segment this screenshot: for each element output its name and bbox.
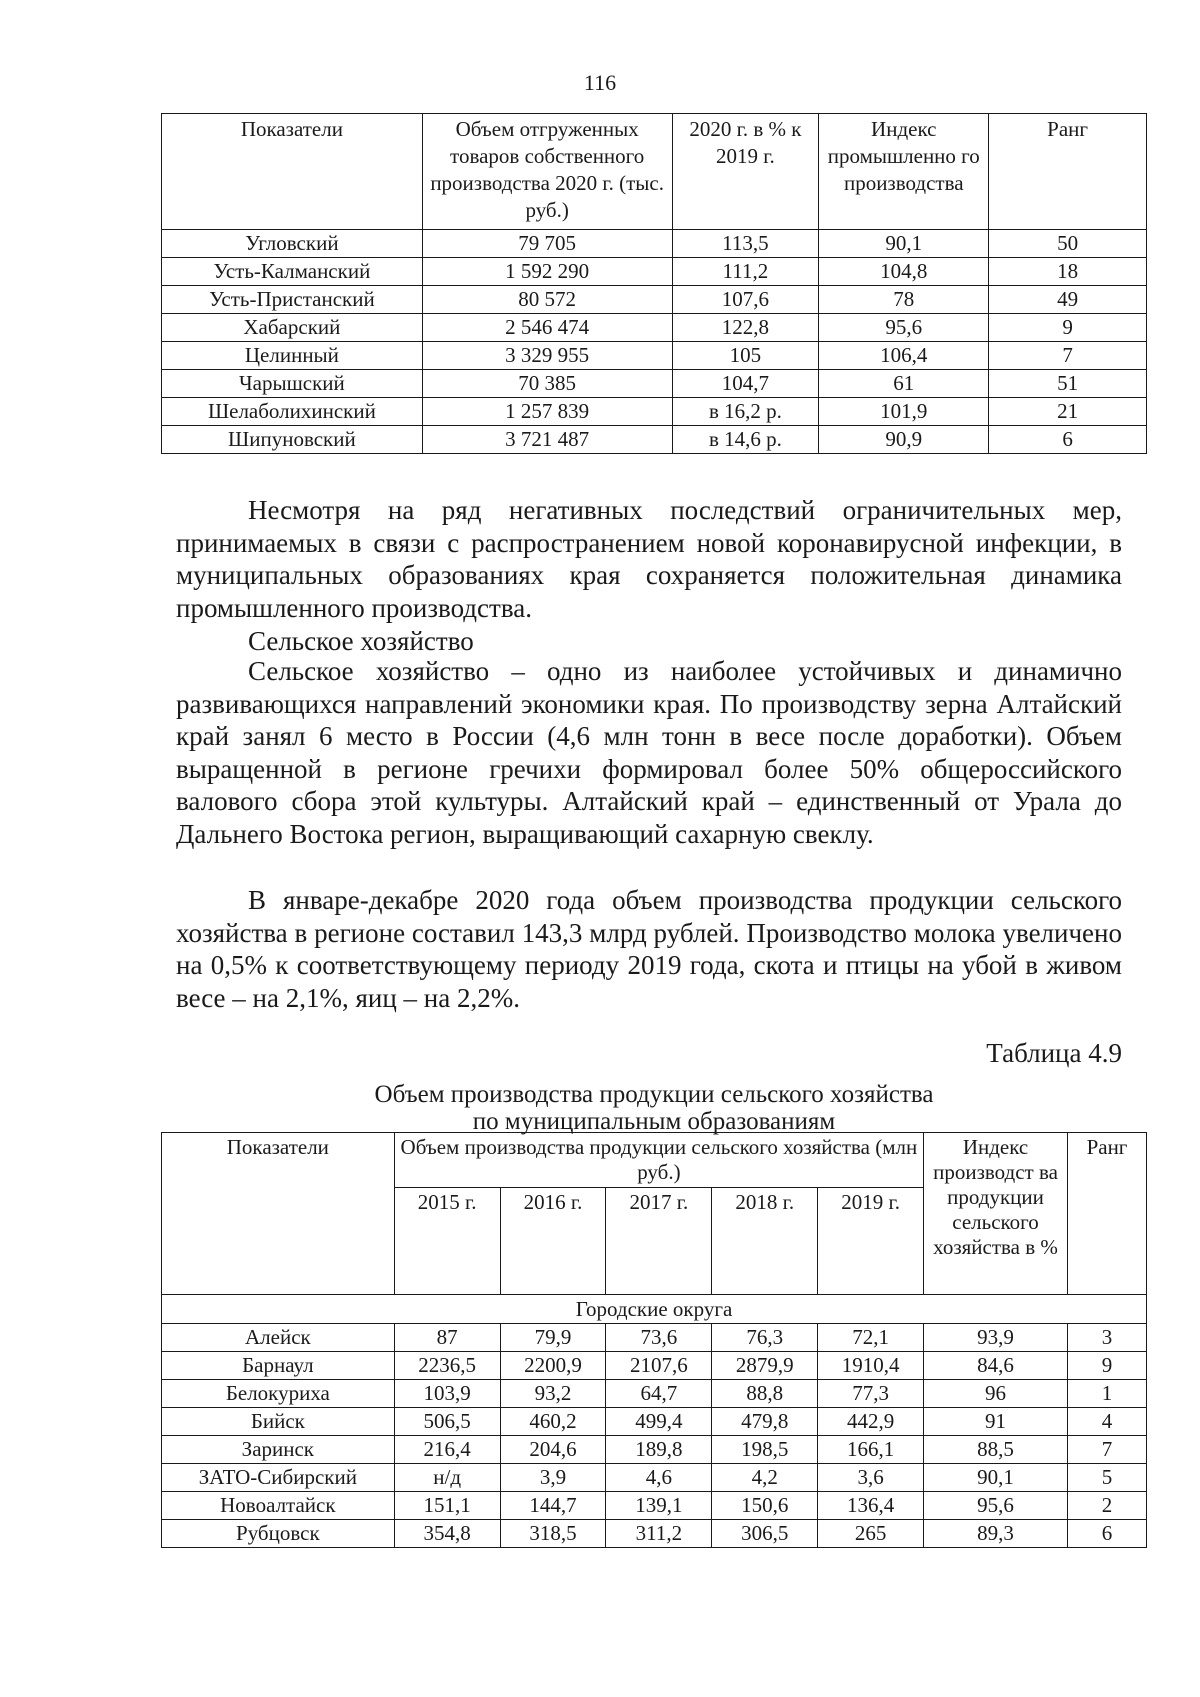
table-title-line-1: Объем производства продукции сельского хозяйства (374, 1081, 934, 1108)
value-cell: 5 (1067, 1464, 1146, 1492)
value-cell: 64,7 (606, 1380, 712, 1408)
header-year-2015: 2015 г. (394, 1188, 500, 1295)
value-cell: 76,3 (712, 1324, 818, 1352)
value-cell: 4,6 (606, 1464, 712, 1492)
value-cell: 49 (989, 286, 1147, 314)
value-cell: 2 (1067, 1492, 1146, 1520)
header-indicators: Показатели (162, 114, 423, 230)
row-label-cell: Чарышский (162, 370, 423, 398)
table-title-line-2: по муниципальным образованиям (472, 1108, 836, 1135)
value-cell: 442,9 (818, 1408, 924, 1436)
table-row (162, 1324, 1147, 1352)
value-cell: 18 (989, 258, 1147, 286)
value-cell: 1 (1067, 1380, 1146, 1408)
header-indicators: Показатели (162, 1133, 395, 1295)
value-cell: 144,7 (500, 1492, 606, 1520)
value-cell: 9 (989, 314, 1147, 342)
value-cell: 77,3 (818, 1380, 924, 1408)
value-cell: 104,8 (819, 258, 989, 286)
value-cell: н/д (394, 1464, 500, 1492)
row-label-cell: Угловский (162, 230, 423, 258)
value-cell: 90,9 (819, 426, 989, 454)
value-cell: 89,3 (924, 1520, 1068, 1548)
row-label-cell: ЗАТО-Сибирский (162, 1464, 395, 1492)
value-cell: 79,9 (500, 1324, 606, 1352)
value-cell: 111,2 (672, 258, 819, 286)
section-heading-agriculture: Сельское хозяйство (248, 626, 474, 656)
row-label-cell: Хабарский (162, 314, 423, 342)
header-percent-2019: 2020 г. в % к 2019 г. (672, 114, 819, 230)
value-cell: 1 257 839 (422, 398, 672, 426)
value-cell: 265 (818, 1520, 924, 1548)
value-cell: 3,9 (500, 1464, 606, 1492)
value-cell: 101,9 (819, 398, 989, 426)
value-cell: 79 705 (422, 230, 672, 258)
value-cell: 95,6 (924, 1492, 1068, 1520)
value-cell: 95,6 (819, 314, 989, 342)
value-cell: в 14,6 р. (672, 426, 819, 454)
table-row (162, 426, 1147, 454)
header-rank: Ранг (1067, 1133, 1146, 1295)
value-cell: 2 546 474 (422, 314, 672, 342)
table-row (162, 1492, 1147, 1520)
value-cell: 122,8 (672, 314, 819, 342)
paragraph-agriculture-volume: В январе-декабре 2020 года объем производства продукции сельского хозяйства в регионе составил 143,3 млрд рублей. Производство молока увеличено на 0,5% к соответствующему периоду 2019 года, скота и птицы на убой в живом весе – на 2,1%, яиц – на 2,2%. (176, 885, 1122, 1013)
value-cell: 113,5 (672, 230, 819, 258)
value-cell: 479,8 (712, 1408, 818, 1436)
table-header-row (162, 114, 1147, 230)
value-cell: 91 (924, 1408, 1068, 1436)
value-cell: 6 (1067, 1520, 1146, 1548)
value-cell: 88,5 (924, 1436, 1068, 1464)
table-row (162, 1380, 1147, 1408)
value-cell: 78 (819, 286, 989, 314)
value-cell: в 16,2 р. (672, 398, 819, 426)
row-label-cell: Рубцовск (162, 1520, 395, 1548)
value-cell: 93,9 (924, 1324, 1068, 1352)
value-cell: 4,2 (712, 1464, 818, 1492)
value-cell: 93,2 (500, 1380, 606, 1408)
value-cell: 73,6 (606, 1324, 712, 1352)
value-cell: 460,2 (500, 1408, 606, 1436)
value-cell: 61 (819, 370, 989, 398)
value-cell: 311,2 (606, 1520, 712, 1548)
row-label-cell: Бийск (162, 1408, 395, 1436)
table-number-label: Таблица 4.9 (986, 1038, 1122, 1068)
table-row (162, 370, 1147, 398)
value-cell: 306,5 (712, 1520, 818, 1548)
value-cell: 80 572 (422, 286, 672, 314)
row-label-cell: Белокуриха (162, 1380, 395, 1408)
value-cell: 166,1 (818, 1436, 924, 1464)
row-label-cell: Заринск (162, 1436, 395, 1464)
table-row (162, 398, 1147, 426)
table-row (162, 1352, 1147, 1380)
value-cell: 72,1 (818, 1324, 924, 1352)
value-cell: 189,8 (606, 1436, 712, 1464)
table-row (162, 1436, 1147, 1464)
row-label-cell: Шипуновский (162, 426, 423, 454)
value-cell: 7 (1067, 1436, 1146, 1464)
table-row (162, 286, 1147, 314)
header-production-index: Индекс производст ва продукции сельского хозяйства в % (924, 1133, 1068, 1295)
header-rank: Ранг (989, 114, 1147, 230)
value-cell: 151,1 (394, 1492, 500, 1520)
value-cell: 3,6 (818, 1464, 924, 1492)
header-shipped-volume: Объем отгруженных товаров собственного производства 2020 г. (тыс. руб.) (422, 114, 672, 230)
table-row (162, 1408, 1147, 1436)
row-label-cell: Усть-Пристанский (162, 286, 423, 314)
value-cell: 9 (1067, 1352, 1146, 1380)
value-cell: 198,5 (712, 1436, 818, 1464)
row-label-cell: Целинный (162, 342, 423, 370)
header-year-2018: 2018 г. (712, 1188, 818, 1295)
value-cell: 499,4 (606, 1408, 712, 1436)
value-cell: 318,5 (500, 1520, 606, 1548)
row-label-cell: Алейск (162, 1324, 395, 1352)
value-cell: 7 (989, 342, 1147, 370)
section-row (162, 1295, 1147, 1324)
industry-table (161, 113, 1147, 454)
value-cell: 2107,6 (606, 1352, 712, 1380)
value-cell: 106,4 (819, 342, 989, 370)
row-label-cell: Шелаболихинский (162, 398, 423, 426)
value-cell: 2200,9 (500, 1352, 606, 1380)
value-cell: 3 721 487 (422, 426, 672, 454)
value-cell: 21 (989, 398, 1147, 426)
value-cell: 2236,5 (394, 1352, 500, 1380)
value-cell: 84,6 (924, 1352, 1068, 1380)
header-production-volume: Объем производства продукции сельского хозяйства (млн руб.) (394, 1133, 923, 1188)
value-cell: 88,8 (712, 1380, 818, 1408)
value-cell: 204,6 (500, 1436, 606, 1464)
value-cell: 6 (989, 426, 1147, 454)
value-cell: 2879,9 (712, 1352, 818, 1380)
table-title (161, 1081, 1147, 1135)
header-year-2016: 2016 г. (500, 1188, 606, 1295)
header-year-2017: 2017 г. (606, 1188, 712, 1295)
row-label-cell: Барнаул (162, 1352, 395, 1380)
table-row (162, 342, 1147, 370)
paragraph-agriculture-overview: Сельское хозяйство – одно из наиболее устойчивых и динамично развивающихся направлений экономики края. По производству зерна Алтайский край занял 6 место в России (4,6 млн тонн в весе после доработки). Объем выращенной в регионе гречихи формировал более 50% общероссийского валового сбора этой культуры. Алтайский край – единственный от Урала до Дальнего Востока регион, выращивающий сахарную свеклу. (176, 656, 1122, 849)
value-cell: 506,5 (394, 1408, 500, 1436)
value-cell: 1910,4 (818, 1352, 924, 1380)
value-cell: 107,6 (672, 286, 819, 314)
value-cell: 104,7 (672, 370, 819, 398)
value-cell: 51 (989, 370, 1147, 398)
value-cell: 70 385 (422, 370, 672, 398)
value-cell: 1 592 290 (422, 258, 672, 286)
table-row (162, 258, 1147, 286)
value-cell: 3 (1067, 1324, 1146, 1352)
page-number: 116 (583, 70, 617, 95)
value-cell: 96 (924, 1380, 1068, 1408)
value-cell: 105 (672, 342, 819, 370)
value-cell: 50 (989, 230, 1147, 258)
value-cell: 87 (394, 1324, 500, 1352)
table-row (162, 230, 1147, 258)
section-city-districts: Городские округа (162, 1295, 1147, 1324)
row-label-cell: Усть-Калманский (162, 258, 423, 286)
value-cell: 136,4 (818, 1492, 924, 1520)
value-cell: 103,9 (394, 1380, 500, 1408)
agriculture-table (161, 1132, 1147, 1548)
value-cell: 90,1 (924, 1464, 1068, 1492)
value-cell: 150,6 (712, 1492, 818, 1520)
value-cell: 354,8 (394, 1520, 500, 1548)
header-industrial-index: Индекс промышленно го производства (819, 114, 989, 230)
table-row (162, 314, 1147, 342)
value-cell: 90,1 (819, 230, 989, 258)
value-cell: 4 (1067, 1408, 1146, 1436)
table-header-row (162, 1133, 1147, 1188)
row-label-cell: Новоалтайск (162, 1492, 395, 1520)
value-cell: 139,1 (606, 1492, 712, 1520)
header-year-2019: 2019 г. (818, 1188, 924, 1295)
paragraph-industry-summary: Несмотря на ряд негативных последствий ограничительных мер, принимаемых в связи с распространением новой коронавирусной инфекции, в муниципальных образованиях края сохраняется положительная динамика промышленного производства. (176, 495, 1122, 623)
table-row (162, 1464, 1147, 1492)
table-row (162, 1520, 1147, 1548)
value-cell: 3 329 955 (422, 342, 672, 370)
value-cell: 216,4 (394, 1436, 500, 1464)
